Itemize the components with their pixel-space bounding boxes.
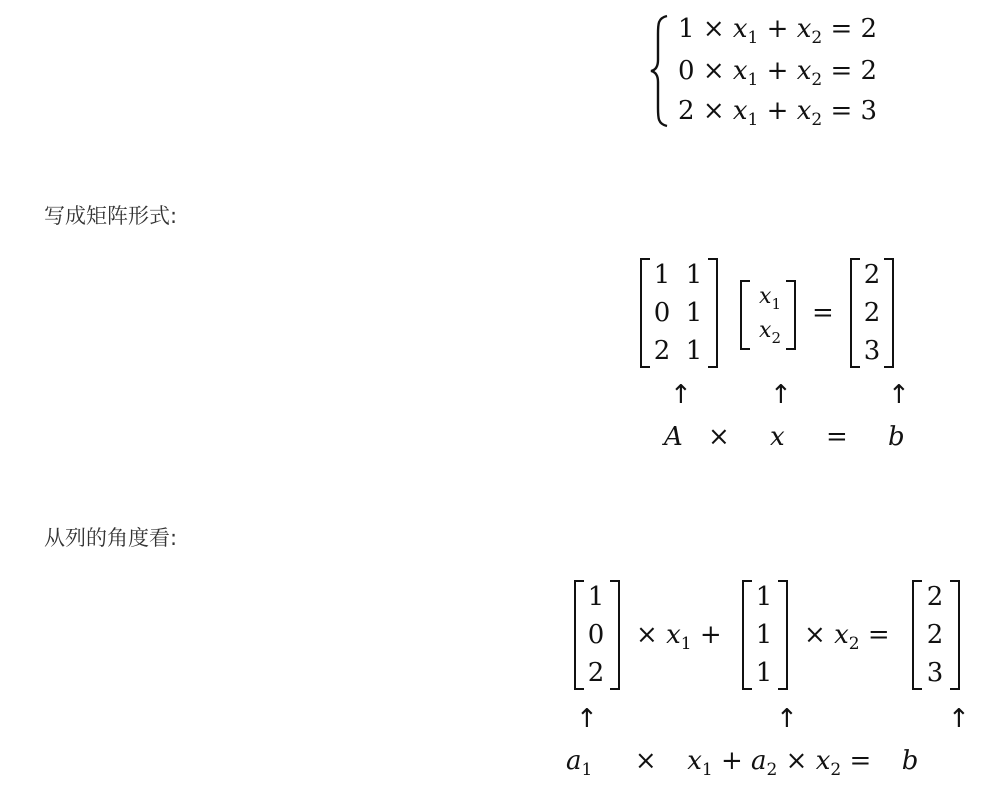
vector-a2-cell: 1 <box>755 582 773 612</box>
vector-a1-cell: 2 <box>587 658 605 688</box>
term-x2: × $x_2$ = <box>804 620 890 654</box>
vector-b-cell: 3 <box>863 336 881 366</box>
coefficient: 1 <box>678 14 695 44</box>
vector-b-cell: 2 <box>863 260 881 290</box>
coefficient: 2 <box>678 96 695 126</box>
vector-x-left-bracket <box>740 280 750 350</box>
matrix-a-cell: 1 <box>685 336 703 366</box>
up-arrow-icon: ↑ <box>770 380 792 410</box>
vector-a2-cell: 1 <box>755 658 773 688</box>
equation-row-2: $0 \times x_1 + x_2 = 2$ <box>678 56 878 90</box>
vector-a1-right-bracket <box>610 580 620 690</box>
vector-b-cell: 3 <box>926 658 944 688</box>
vector-b-cell: 2 <box>863 298 881 328</box>
vector-b-cell: 2 <box>926 582 944 612</box>
matrix-a-cell: 1 <box>653 260 671 290</box>
equation-row-3: $2 \times x_1 + x_2 = 3$ <box>678 96 878 130</box>
coefficient: 0 <box>678 56 695 86</box>
equals-sign: = <box>812 298 834 328</box>
vector-x-cell: $x_1$ <box>759 284 781 313</box>
matrix-a-cell: 2 <box>653 336 671 366</box>
matrix-a-right-bracket <box>708 258 718 368</box>
column-labels-row: $a_1 \times x_1 + a_2 \times x_2 = b$ <box>566 746 919 780</box>
label-a: A <box>664 422 683 452</box>
matrix-form-heading: 写成矩阵形式: <box>44 204 178 228</box>
left-brace <box>648 14 670 128</box>
matrix-a-cell: 0 <box>653 298 671 328</box>
times-sign: × <box>708 422 730 452</box>
vector-a2-left-bracket <box>742 580 752 690</box>
vector-a1-cell: 1 <box>587 582 605 612</box>
vector-b-cell: 2 <box>926 620 944 650</box>
term-x1: × $x_1$ + <box>636 620 722 654</box>
up-arrow-icon: ↑ <box>776 704 798 734</box>
label-x: x <box>770 422 785 452</box>
matrix-a-cell: 1 <box>685 260 703 290</box>
rhs: 2 <box>860 56 878 86</box>
vector-b-right-bracket <box>884 258 894 368</box>
matrix-a-left-bracket <box>640 258 650 368</box>
up-arrow-icon: ↑ <box>670 380 692 410</box>
vector-b-right-bracket <box>950 580 960 690</box>
vector-b-left-bracket <box>850 258 860 368</box>
rhs: 3 <box>860 96 878 126</box>
up-arrow-icon: ↑ <box>576 704 598 734</box>
label-b: b <box>888 422 905 452</box>
rhs: 2 <box>860 14 878 44</box>
equals-sign: = <box>826 422 848 452</box>
matrix-a-cell: 1 <box>685 298 703 328</box>
vector-a2-right-bracket <box>778 580 788 690</box>
vector-a1-cell: 0 <box>587 620 605 650</box>
vector-x-cell: $x_2$ <box>759 318 781 347</box>
vector-b-left-bracket <box>912 580 922 690</box>
vector-a1-left-bracket <box>574 580 584 690</box>
up-arrow-icon: ↑ <box>888 380 910 410</box>
column-view-heading: 从列的角度看: <box>44 526 178 550</box>
equation-row-1: $1 \times x_1 + x_2 = 2$ <box>678 14 878 48</box>
vector-a2-cell: 1 <box>755 620 773 650</box>
up-arrow-icon: ↑ <box>948 704 970 734</box>
